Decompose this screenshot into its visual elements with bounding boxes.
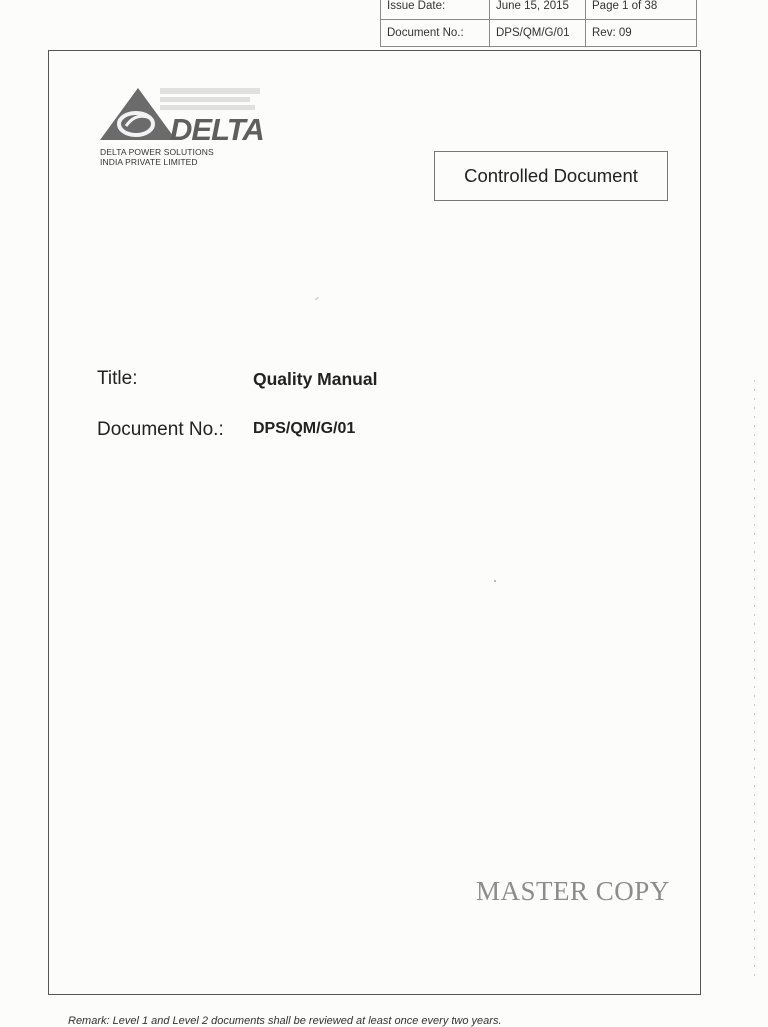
page-number: Page 1 of 38 <box>586 0 697 20</box>
scan-speck <box>494 580 496 582</box>
company-line-1: DELTA POWER SOLUTIONS <box>100 147 214 157</box>
header-row-issue <box>381 0 697 20</box>
title-value: Quality Manual <box>253 369 378 389</box>
controlled-document-box: Controlled Document <box>434 151 668 201</box>
delta-logo <box>100 86 275 146</box>
issue-date-value: June 15, 2015 <box>490 0 586 20</box>
company-line-2: INDIA PRIVATE LIMITED <box>100 157 198 167</box>
doc-no-label: Document No.: <box>381 20 490 47</box>
brand-wordmark: DELTA <box>170 112 264 146</box>
company-name <box>100 147 214 167</box>
revision: Rev: 09 <box>586 20 697 47</box>
remark-footer: Remark: Level 1 and Level 2 documents shall be reviewed at least once every two years. <box>68 1015 502 1027</box>
document-number-label: Document No.: <box>97 419 224 440</box>
document-number-value: DPS/QM/G/01 <box>253 420 356 437</box>
doc-no-value: DPS/QM/G/01 <box>490 20 586 47</box>
scan-edge-artifact <box>754 380 755 980</box>
title-label: Title: <box>97 368 138 389</box>
header-row-docno <box>381 20 697 47</box>
issue-date-label: Issue Date: <box>381 0 490 20</box>
master-copy-stamp: MASTER COPY <box>476 876 670 906</box>
document-header-table <box>380 0 697 47</box>
